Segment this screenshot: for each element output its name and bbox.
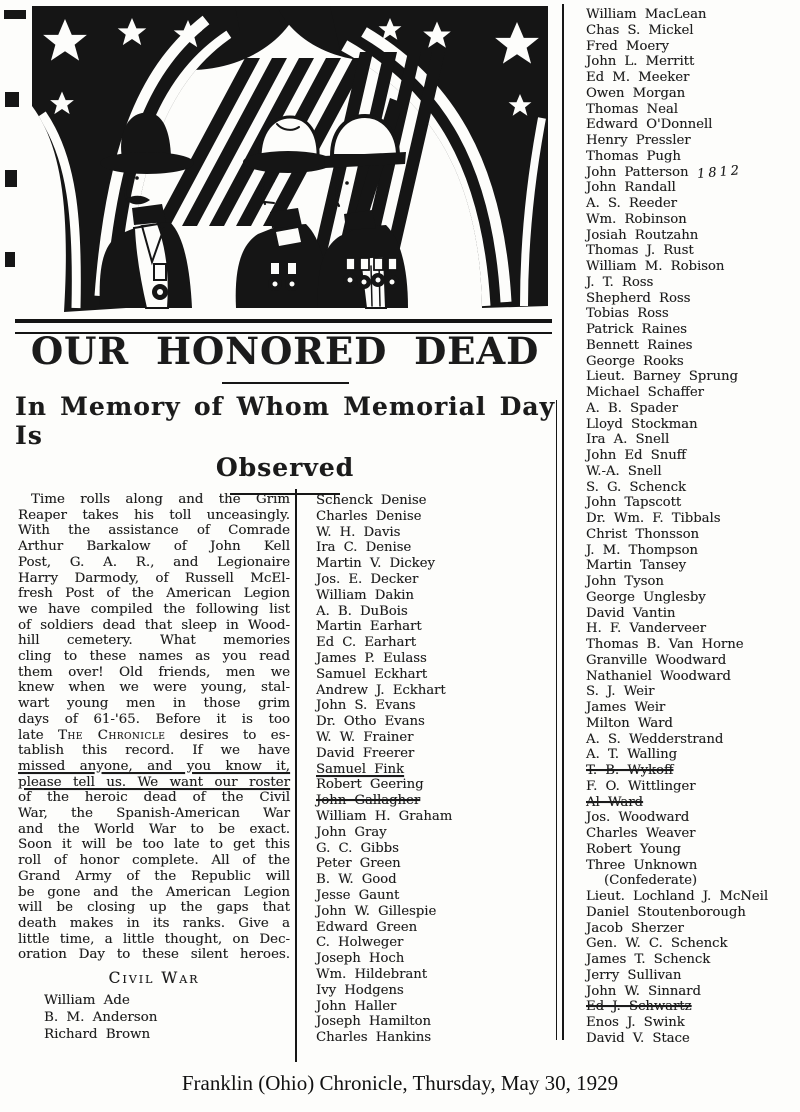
- body-text-line: Harry Darmody, of Russell McEl-: [18, 570, 290, 586]
- name-list-item: Gen. W. C. Schenck: [586, 936, 728, 952]
- body-text-line: With the assistance of Comrade: [18, 523, 290, 539]
- name-list-item: F. O. Wittlinger: [586, 778, 696, 794]
- name-list-item: Joseph Hoch: [316, 951, 405, 967]
- handwritten-annotation: 1812: [696, 162, 744, 182]
- name-list-item: John Randall: [586, 180, 676, 196]
- name-list-item: Lieut. Barney Sprung: [586, 369, 738, 385]
- subheadline-line1: In Memory of Whom Memorial Day Is: [15, 391, 555, 450]
- name-list-item: G. C. Gibbs: [316, 840, 399, 856]
- body-text-line: Post, G. A. R., and Legionaire: [18, 554, 290, 570]
- name-list-item: Ivy Hodgens: [316, 982, 404, 998]
- name-list-item: Michael Schaffer: [586, 385, 704, 400]
- name-list-item: A. B. Spader: [586, 400, 678, 416]
- civil-war-name-list: [44, 993, 290, 1043]
- name-list-item: Chas S. Mickel: [586, 22, 694, 38]
- name-list-item: Peter Green: [316, 856, 401, 872]
- name-list-item: Wm. Robinson: [586, 211, 687, 227]
- name-list-item: David Vantin: [586, 605, 676, 621]
- name-list-item: William Ade: [44, 993, 130, 1009]
- name-list-item: W. H. Davis: [316, 524, 401, 540]
- name-list-item: Jerry Sullivan: [586, 967, 682, 983]
- column-divider-right: [562, 4, 564, 1040]
- body-text-line: knew when we were young, stal-: [18, 680, 290, 696]
- caption: Franklin (Ohio) Chronicle, Thursday, May 30, 1929: [181, 1071, 619, 1095]
- headline-divider: [222, 382, 349, 384]
- name-list-item: B. W. Good: [316, 872, 397, 888]
- body-text-line: tablish this record. If we have: [18, 743, 290, 759]
- honored-dead-list-right: [586, 7, 798, 1047]
- section-heading-civil-war: Civil War: [108, 969, 200, 988]
- name-list-item: Patrick Raines: [586, 322, 687, 337]
- name-list-item: John Tyson: [586, 574, 664, 589]
- body-text-line: Grand Army of the Republic will: [18, 868, 290, 884]
- name-list-item: Milton Ward: [586, 715, 673, 731]
- name-list-item: Three Unknown: [586, 857, 698, 873]
- name-list-item: S. G. Schenck: [586, 479, 686, 495]
- body-text-line: hill cemetery. What memories: [18, 633, 290, 649]
- name-list-item: S. J. Weir: [586, 684, 655, 700]
- name-list-item: John Patterson 1812: [586, 162, 744, 182]
- name-list-item: A. T. Walling: [586, 747, 678, 763]
- name-list-item: John Gray: [316, 824, 387, 840]
- name-list-item: Charles Weaver: [586, 826, 696, 841]
- name-list-item: John Haller: [316, 998, 397, 1014]
- body-text-line: them over! Old friends, men we: [18, 664, 290, 680]
- name-list-item: Shepherd Ross: [586, 290, 691, 306]
- body-text-line: missed anyone, and you know it,: [18, 758, 290, 774]
- article-paragraph: [18, 492, 290, 963]
- name-list-item: Christ Thonsson: [586, 526, 700, 542]
- body-text-line: Time rolls along and the Grim: [31, 492, 290, 507]
- name-list-item: Henry Pressler: [586, 133, 691, 148]
- name-list-item: Jos. Woodward: [586, 810, 690, 826]
- name-list-item: John Ed Snuff: [586, 448, 687, 463]
- name-list-item: William H. Graham: [316, 808, 453, 824]
- name-list-item: Daniel Stoutenborough: [586, 904, 746, 920]
- name-list-item: Edward O'Donnell: [586, 117, 713, 133]
- column-divider-right-double: [556, 400, 557, 1040]
- body-text-line: cling to these names as you read: [18, 649, 290, 665]
- name-list-item: Dr. Otho Evans: [316, 714, 425, 730]
- name-list-item: Fred Moery: [586, 38, 669, 54]
- name-list-item: Charles Hankins: [316, 1030, 432, 1046]
- name-list-item: William M. Robison: [586, 259, 725, 274]
- name-list-item: H. F. Vanderveer: [586, 621, 706, 637]
- column-divider-left: [295, 489, 297, 1062]
- name-list-item: Al Ward: [586, 794, 643, 810]
- name-list-item: Ira C. Denise: [316, 540, 412, 556]
- name-list-item: Ed J. Schwartz: [586, 999, 692, 1015]
- name-list-item: John Tapscott: [586, 495, 682, 511]
- name-list-item: Enos J. Swink: [586, 1015, 685, 1030]
- name-list-item: Thomas B. Van Horne: [586, 637, 744, 652]
- name-list-item: Jos. E. Decker: [316, 571, 419, 587]
- name-list-item: Tobias Ross: [586, 306, 669, 322]
- name-list-item: James P. Eulass: [316, 650, 427, 666]
- name-list-item: John S. Evans: [316, 698, 416, 714]
- name-list-item: W. W. Frainer: [316, 729, 414, 745]
- name-list-item: A. S. Reeder: [586, 196, 677, 211]
- name-list-item: David Freerer: [316, 745, 415, 761]
- name-list-item: John Gallagher: [316, 793, 421, 809]
- name-list-item: A. S. Wedderstrand: [586, 731, 724, 747]
- name-list-item: Josiah Routzahn: [586, 227, 699, 243]
- name-list-item: James Weir: [586, 700, 666, 715]
- body-text-line: of soldiers dead that sleep in Wood-: [18, 617, 290, 633]
- name-list-item: James T. Schenck: [586, 952, 711, 967]
- name-list-item: Thomas Pugh: [586, 148, 681, 164]
- name-list-item: Martin Tansey: [586, 558, 687, 574]
- memorial-day-illustration: [30, 6, 550, 318]
- name-list-item: Thomas Neal: [586, 101, 678, 117]
- name-list-item: Lieut. Lochland J. McNeil: [586, 889, 769, 904]
- name-list-item: Ira A. Snell: [586, 432, 670, 448]
- body-text-line: and the World War to be exact.: [18, 821, 290, 837]
- body-text-line: Arthur Barkalow of John Kell: [18, 539, 290, 555]
- body-text-line: War, the Spanish-American War: [18, 806, 290, 822]
- scan-mark: [5, 252, 15, 267]
- name-list-item: Granville Woodward: [586, 652, 727, 668]
- name-list-item: J. T. Ross: [586, 274, 654, 290]
- name-list-item: Martin V. Dickey: [316, 556, 435, 572]
- name-list-item: (Confederate): [604, 873, 698, 889]
- name-list-item: Martin Earhart: [316, 619, 422, 635]
- body-text-line: of the heroic dead of the Civil: [18, 790, 290, 806]
- name-list-item: W.-A. Snell: [586, 463, 662, 479]
- name-list-item: William Dakin: [316, 587, 414, 603]
- name-list-item: Owen Morgan: [586, 85, 686, 101]
- honored-dead-list-middle: [316, 493, 548, 1046]
- masthead: [15, 331, 555, 495]
- body-text-line: will be closing up the gaps that: [18, 900, 290, 916]
- name-list-item: Nathaniel Woodward: [586, 668, 731, 684]
- body-text-line: fresh Post of the American Legion: [18, 586, 290, 602]
- name-list-item: Richard Brown: [44, 1026, 151, 1042]
- name-list-item: Lloyd Stockman: [586, 416, 698, 432]
- name-list-item: Dr. Wm. F. Tibbals: [586, 511, 721, 526]
- name-list-item: Ed C. Earhart: [316, 635, 417, 651]
- body-text-line: death makes in its ranks. Give a: [18, 915, 290, 931]
- name-list-item: C. Holweger: [316, 935, 404, 951]
- name-list-item: Thomas J. Rust: [586, 243, 694, 259]
- body-text-line: Soon it will be too late to get this: [18, 837, 290, 853]
- name-list-item: T. B. Wykoff: [586, 763, 674, 778]
- body-text-line: roll of honor complete. All of the: [18, 853, 290, 869]
- body-text-line: we have compiled the following list: [18, 601, 290, 617]
- name-list-item: Schenck Denise: [316, 493, 427, 508]
- scan-mark: [4, 10, 26, 19]
- name-list-item: George Unglesby: [586, 589, 706, 605]
- subheadline-line2: Observed: [215, 452, 355, 482]
- body-text-line: wart young men in those grim: [18, 696, 290, 712]
- name-list-item: John L. Merritt: [586, 54, 695, 70]
- scan-mark: [5, 170, 17, 187]
- name-list-item: Jacob Sherzer: [586, 920, 684, 936]
- name-list-item: Samuel Eckhart: [316, 666, 428, 682]
- body-text-line: be gone and the American Legion: [18, 884, 290, 900]
- name-list-item: Robert Young: [586, 841, 681, 857]
- name-list-item: Joseph Hamilton: [316, 1014, 431, 1030]
- name-list-item: Charles Denise: [316, 508, 422, 524]
- name-list-item: Wm. Hildebrant: [316, 966, 428, 982]
- article-body: [18, 492, 290, 1043]
- body-text-line: little time, a little thought, on Dec-: [18, 931, 290, 947]
- body-text-line: Reaper takes his toll unceasingly.: [18, 507, 290, 523]
- body-text-line: oration Day to these silent heroes.: [18, 947, 290, 963]
- name-list-item: Edward Green: [316, 919, 418, 935]
- body-text-line: late The Chronicle desires to es-: [18, 727, 290, 743]
- scan-mark: [5, 92, 19, 107]
- name-list-item: David V. Stace: [586, 1030, 690, 1046]
- body-text-line: please tell us. We want our roster: [18, 774, 290, 790]
- name-list-item: Andrew J. Eckhart: [316, 682, 446, 698]
- name-list-item: George Rooks: [586, 353, 684, 369]
- name-list-item: J. M. Thompson: [586, 542, 698, 558]
- name-list-item: B. M. Anderson: [44, 1009, 158, 1025]
- name-list-item: John W. Gillespie: [316, 903, 437, 919]
- name-list-item: John W. Sinnard: [586, 983, 701, 999]
- name-list-item: Ed M. Meeker: [586, 70, 690, 85]
- name-list-item: Bennett Raines: [586, 337, 693, 353]
- name-list-item: A. B. DuBois: [316, 603, 408, 619]
- body-text-line: days of 61-'65. Before it is too: [18, 711, 290, 727]
- name-list-item: Samuel Fink: [316, 761, 404, 777]
- name-list-item: Jesse Gaunt: [316, 887, 400, 903]
- headline: OUR HONORED DEAD: [30, 329, 540, 373]
- name-list-item: Robert Geering: [316, 777, 424, 793]
- name-list-item: William MacLean: [586, 7, 707, 22]
